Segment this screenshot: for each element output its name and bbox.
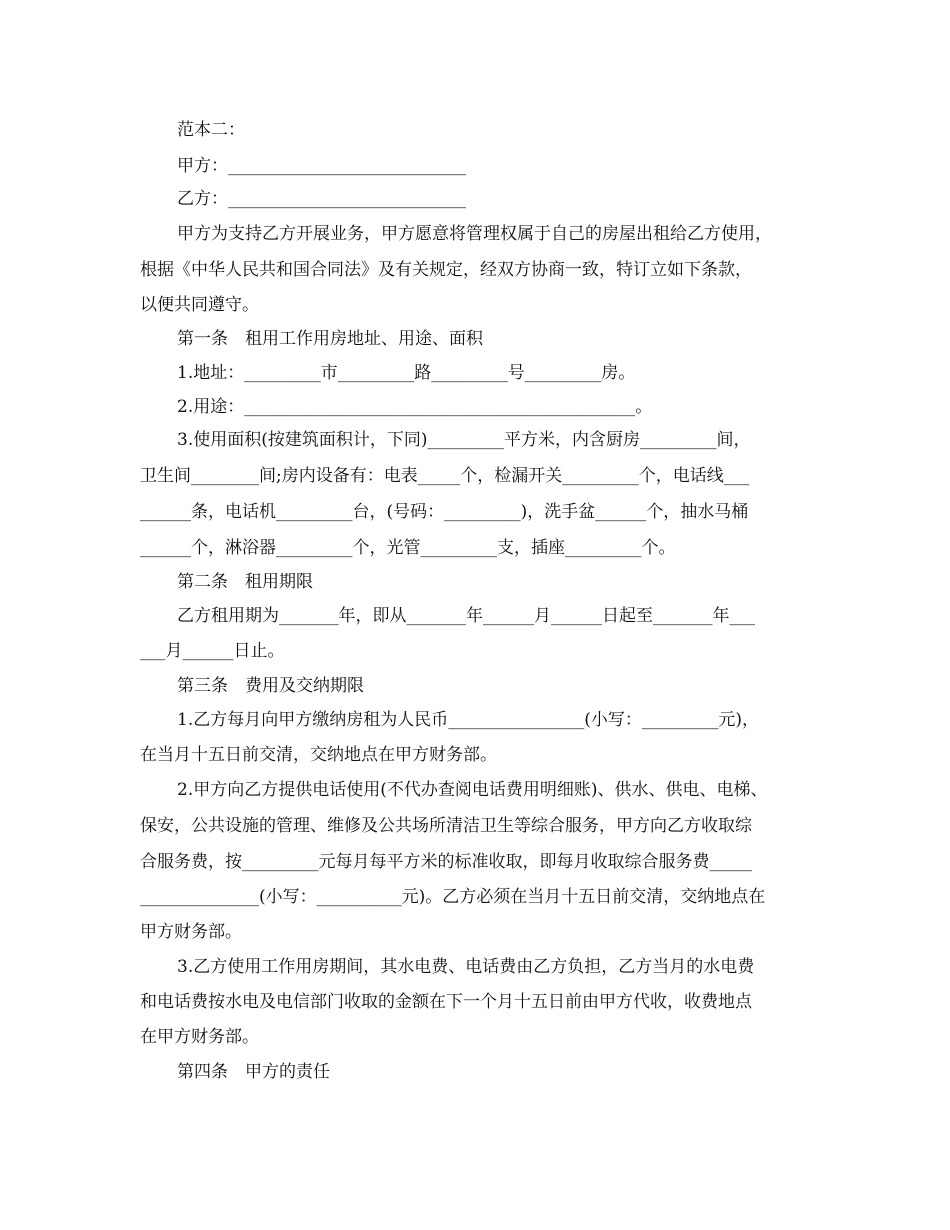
- article-1-heading: 第一条 租用工作用房地址、用途、面积: [177, 329, 483, 349]
- article-1-area-line-3: ______条，电话机_________台，(号码：_________)，洗手盆______个，抽水马桶: [140, 502, 749, 522]
- intro-paragraph-line-1: 甲方为支持乙方开展业务，甲方愿意将管理权属于自己的房屋出租给乙方使用，: [177, 224, 772, 244]
- article-3-service-line-2: 保安，公共设施的管理、维修及公共场所清洁卫生等综合服务，甲方向乙方收取综: [140, 816, 752, 836]
- article-2-heading: 第二条 租用期限: [177, 572, 313, 592]
- article-1-purpose: 2.用途：______________________________________________。: [177, 397, 653, 417]
- article-3-rent-line-1: 1.乙方每月向甲方缴纳房租为人民币________________(小写：_________元)，: [177, 710, 759, 730]
- article-3-service-line-4: ______________(小写：__________元)。乙方必须在当月十五日前交清，交纳地点在: [140, 887, 766, 907]
- article-1-area-line-1: 3.使用面积(按建筑面积计，下同)_________平方米，内含厨房_________间，: [177, 430, 751, 450]
- party-b-line: 乙方：____________________________: [177, 189, 466, 209]
- template-label: 范本二：: [177, 120, 245, 140]
- party-a-line: 甲方：____________________________: [177, 156, 466, 176]
- article-1-area-line-4: ______个，淋浴器_________个，光管_________支，插座_________个。: [140, 538, 676, 558]
- article-3-utilities-line-1: 3.乙方使用工作用房期间，其水电费、电话费由乙方负担，乙方当月的水电费: [177, 957, 755, 977]
- article-3-utilities-line-2: 和电话费按水电及电信部门收取的金额在下一个月十五日前由甲方代收，收费地点: [140, 992, 752, 1012]
- article-1-address: 1.地址：_________市_________路_________号_________房。: [177, 363, 636, 383]
- article-3-heading: 第三条 费用及交纳期限: [177, 676, 364, 696]
- article-4-heading: 第四条 甲方的责任: [177, 1062, 330, 1082]
- intro-paragraph-line-2: 根据《中华人民共和国合同法》及有关规定，经双方协商一致，特订立如下条款，: [140, 260, 752, 280]
- intro-paragraph-line-3: 以便共同遵守。: [140, 295, 259, 315]
- article-3-service-line-3: 合服务费，按_________元每月每平方米的标准收取，即每月收取综合服务费_____: [140, 852, 752, 872]
- article-2-term-line-1: 乙方租用期为_______年，即从_______年______月______日起至_______年___: [177, 606, 755, 626]
- article-1-area-line-2: 卫生间________间;房内设备有：电表_____个，检漏开关_________个，电话线___: [140, 466, 750, 486]
- article-3-service-line-1: 2.甲方向乙方提供电话使用(不代办查阅电话费用明细账)、供水、供电、电梯、: [177, 780, 768, 800]
- article-3-rent-line-2: 在当月十五日前交清，交纳地点在甲方财务部。: [140, 745, 497, 765]
- article-2-term-line-2: ___月______日止。: [140, 641, 285, 661]
- article-3-utilities-line-3: 在甲方财务部。: [140, 1027, 259, 1047]
- article-3-service-line-5: 甲方财务部。: [140, 922, 242, 942]
